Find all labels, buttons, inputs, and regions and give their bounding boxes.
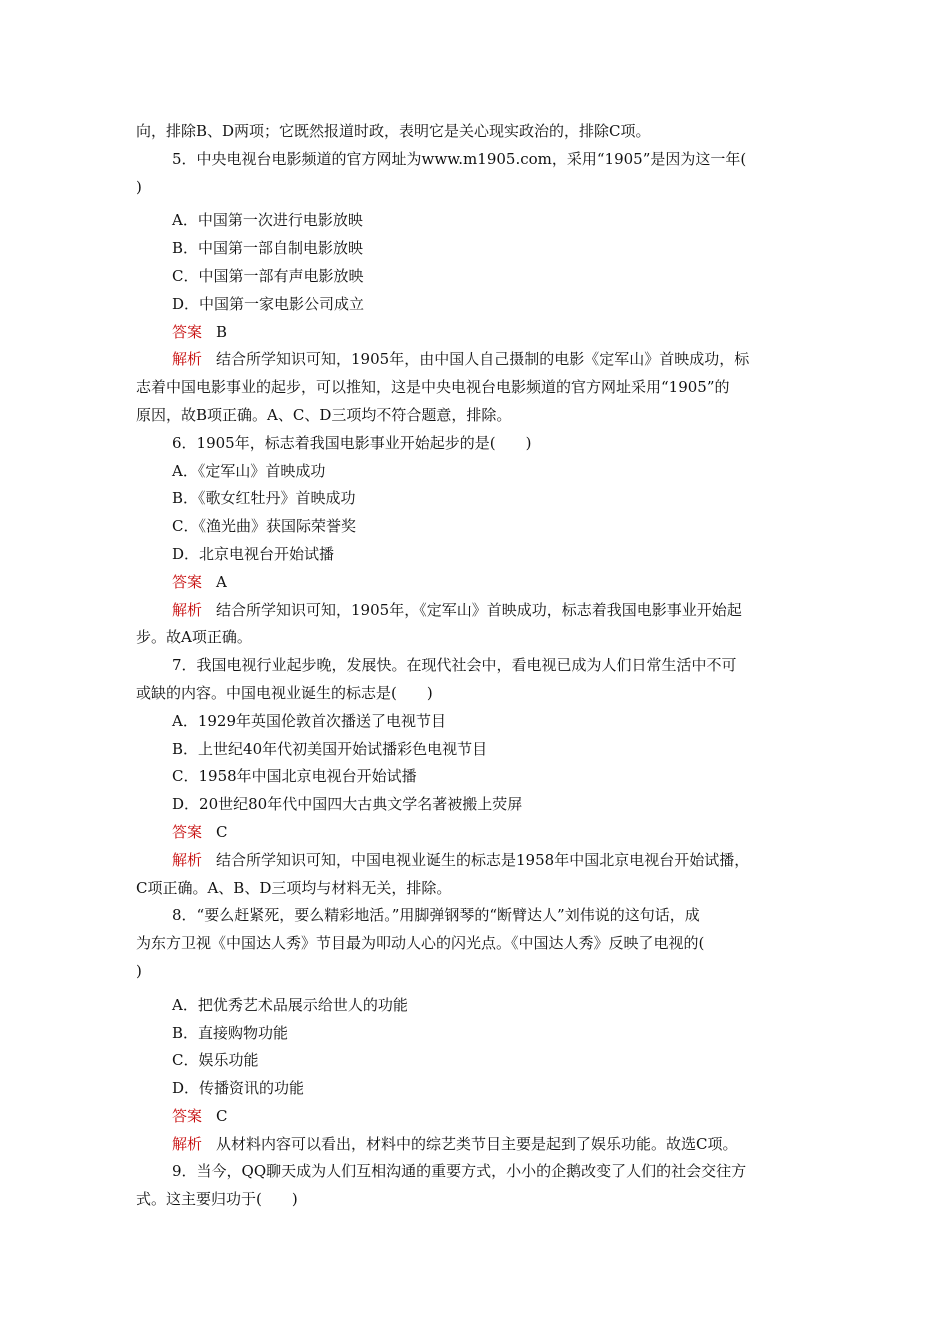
option-c: C．《渔光曲》获国际荣誉奖 <box>172 517 356 536</box>
analysis-label: 解析 <box>172 350 203 369</box>
analysis-text: 结合所学知识可知，1905年，由中国人自己摄制的电影《定军山》首映成功，标 <box>216 350 750 369</box>
analysis-text: 原因，故B项正确。A、C、D三项均不符合题意，排除。 <box>136 405 512 424</box>
analysis-text: 志着中国电影事业的起步，可以推知，这是中央电视台电影频道的官方网址采用“1905”的 <box>136 378 730 397</box>
answer-value: C <box>216 822 228 841</box>
analysis-text: 从材料内容可以看出，材料中的综艺类节目主要是起到了娱乐功能。故选C项。 <box>216 1134 738 1153</box>
analysis-row <box>136 1131 826 1159</box>
question-stem-line: 9．当今，QQ聊天成为人们互相沟通的重要方式，小小的企鹅改变了人们的社会交往方 <box>172 1162 747 1181</box>
question-stem-line: ) <box>136 961 142 980</box>
option-c: C．1958年中国北京电视台开始试播 <box>172 767 417 786</box>
option-b: B．直接购物功能 <box>172 1023 289 1042</box>
option-d: D．中国第一家电影公司成立 <box>172 294 365 313</box>
question-stem-line: 或缺的内容。中国电视业诞生的标志是( ) <box>136 683 433 702</box>
document-body <box>136 118 826 1214</box>
question-stem-line: ) <box>136 177 142 196</box>
option-d: D．传播资讯的功能 <box>172 1079 305 1098</box>
question-9 <box>136 1158 826 1214</box>
analysis-text: C项正确。A、B、D三项均与材料无关，排除。 <box>136 878 452 897</box>
answer-label: 答案 <box>172 322 203 341</box>
option-b: B．《歌女红牡丹》首映成功 <box>172 489 356 508</box>
answer-label: 答案 <box>172 572 203 591</box>
analysis-text: 步。故A项正确。 <box>136 628 252 647</box>
option-d: D．北京电视台开始试播 <box>172 544 335 563</box>
question-stem-line: 6．1905年，标志着我国电影事业开始起步的是( ) <box>172 433 532 452</box>
answer-value: A <box>216 572 227 591</box>
question-stem-line: 5．中央电视台电影频道的官方网址为www.m1905.com，采用“1905”是因为这一年( <box>172 149 747 168</box>
answer-value: B <box>216 322 228 341</box>
analysis-label: 解析 <box>172 1134 203 1153</box>
question-stem-line: 7．我国电视行业起步晚，发展快。在现代社会中，看电视已成为人们日常生活中不可 <box>172 656 737 675</box>
answer-row <box>136 1103 826 1131</box>
analysis-label: 解析 <box>172 850 203 869</box>
analysis-label: 解析 <box>172 600 203 619</box>
answer-label: 答案 <box>172 822 203 841</box>
option-a: A．把优秀艺术品展示给世人的功能 <box>172 995 408 1014</box>
question-8 <box>136 902 826 1158</box>
analysis-text: 结合所学知识可知，中国电视业诞生的标志是1958年中国北京电视台开始试播， <box>216 850 750 869</box>
option-a: A．《定军山》首映成功 <box>172 461 326 480</box>
option-a: A．1929年英国伦敦首次播送了电视节目 <box>172 711 447 730</box>
question-7 <box>136 652 826 902</box>
option-a: A．中国第一次进行电影放映 <box>172 211 363 230</box>
analysis-row <box>136 346 826 374</box>
option-c: C．中国第一部有声电影放映 <box>172 266 364 285</box>
analysis-row <box>136 597 826 625</box>
option-c: C．娱乐功能 <box>172 1051 259 1070</box>
question-stem-line: 8．“要么赶紧死，要么精彩地活。”用脚弹钢琴的“断臂达人”刘伟说的这句话，成 <box>172 906 700 925</box>
option-d: D．20世纪80年代中国四大古典文学名著被搬上荧屏 <box>172 795 523 814</box>
answer-value: C <box>216 1106 228 1125</box>
answer-label: 答案 <box>172 1106 203 1125</box>
answer-row <box>136 819 826 847</box>
answer-row <box>136 319 826 347</box>
option-b: B．中国第一部自制电影放映 <box>172 239 364 258</box>
question-6 <box>136 430 826 652</box>
option-b: B．上世纪40年代初美国开始试播彩色电视节目 <box>172 739 488 758</box>
question-stem-line: 为东方卫视《中国达人秀》节目最为叩动人心的闪光点。《中国达人秀》反映了电视的( <box>136 934 705 953</box>
analysis-text: 结合所学知识可知，1905年，《定军山》首映成功，标志着我国电影事业开始起 <box>216 600 742 619</box>
carry-over-text: 向，排除B、D两项；它既然报道时政，表明它是关心现实政治的，排除C项。 <box>136 122 651 140</box>
answer-row <box>136 569 826 597</box>
analysis-row <box>136 847 826 875</box>
question-5 <box>136 146 826 430</box>
question-stem-line: 式。这主要归功于( ) <box>136 1190 298 1209</box>
